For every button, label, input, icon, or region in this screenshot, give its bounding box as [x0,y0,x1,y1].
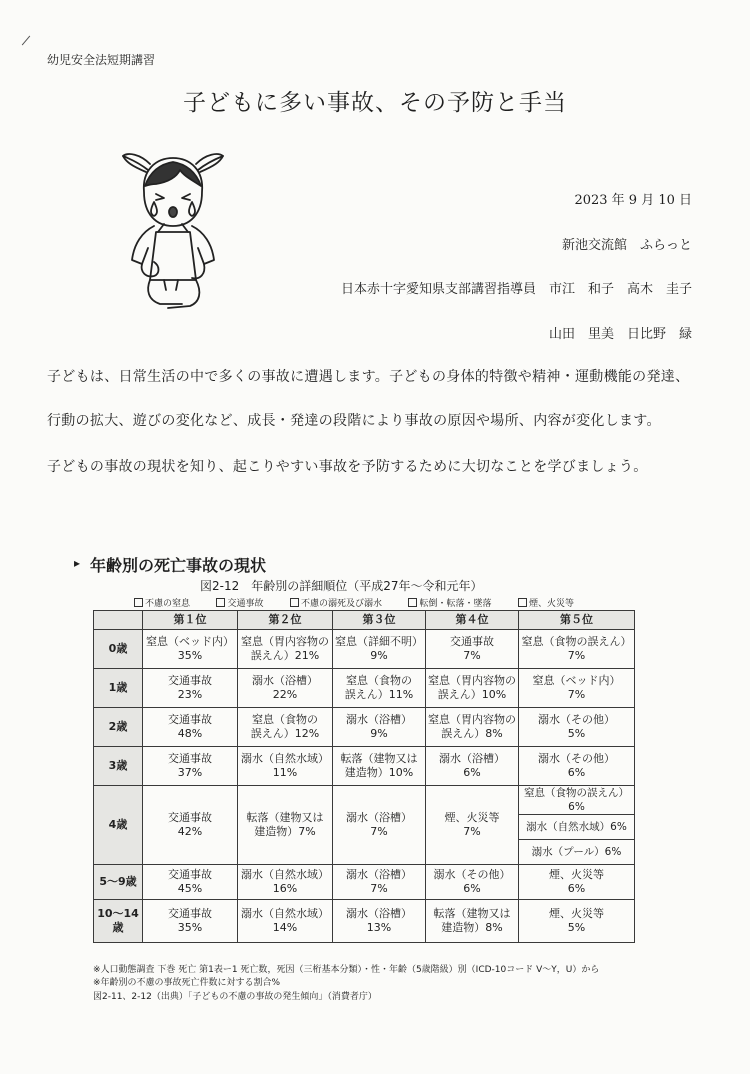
table-cell: 窒息（胃内容物の 誤えん）8% [426,708,519,747]
header-rank-5: 第５位 [519,611,635,630]
intro-line-2: 行動の拡大、遊びの変化など、成長・発達の段階により事故の原因や場所、内容が変化します。 [47,413,661,429]
event-date: 2023 年 9 月 10 日 [574,193,692,208]
table-cell: 転落（建物又は 建造物）10% [333,747,426,786]
instructors-line-1: 日本赤十字愛知県支部講習指導員 市江 和子 高木 圭子 [340,282,692,297]
table-cell: 溺水（その他） 6% [519,747,635,786]
table-cell: 窒息（ベッド内） 35% [143,630,238,669]
table-row [94,865,635,900]
header-rank-2: 第２位 [238,611,333,630]
table-cell: 溺水（浴槽） 7% [333,786,426,865]
course-label: 幼児安全法短期講習 [47,53,156,67]
table-note-2: ※年齢別の不慮の事故死亡件数に対する割合% [93,978,281,988]
table-cell: 窒息（ベッド内） 7% [519,669,635,708]
legend-item-traffic: 交通事故 [216,596,263,609]
table-subcell: 溺水（自然水域）6% [519,815,635,840]
table-cell: 窒息（食物の 誤えん）12% [238,708,333,747]
header-rank-1: 第１位 [143,611,238,630]
table-header-row [94,611,635,630]
table-cell: 交通事故 42% [143,786,238,865]
table-cell: 交通事故 45% [143,865,238,900]
accident-ranking-table [93,610,635,943]
bullet-mark: ▸ [74,556,81,570]
legend-item-fire: 煙、火災等 [518,596,574,609]
table-cell: 溺水（その他） 6% [426,865,519,900]
table-row [94,900,635,943]
age-label: 1歳 [94,669,143,708]
table-cell: 窒息（胃内容物の 誤えん）10% [426,669,519,708]
table-subcell: 溺水（プール）6% [519,840,635,865]
table-cell: 溺水（浴槽） 6% [426,747,519,786]
table-cell: 煙、火災等 5% [519,900,635,943]
table-cell: 交通事故 48% [143,708,238,747]
table-cell: 溺水（浴槽） 13% [333,900,426,943]
header-rank-3: 第３位 [333,611,426,630]
table-cell: 窒息（食物の誤えん） 7% [519,630,635,669]
table-cell: 溺水（浴槽） 22% [238,669,333,708]
table-cell: 溺水（自然水域） 11% [238,747,333,786]
table-row [94,708,635,747]
table-note-1: ※人口動態調査 下巻 死亡 第1表ー1 死亡数，死因（三桁基本分類）・性・年齢（5歳階級）別（ICD-10コード V～Y，U）から [93,965,600,975]
table-cell: 交通事故 37% [143,747,238,786]
table-cell: 転落（建物又は 建造物）8% [426,900,519,943]
age-label: 2歳 [94,708,143,747]
instructors-line-2: 山田 里美 日比野 緑 [548,327,692,342]
header-rank-4: 第４位 [426,611,519,630]
legend-item-drowning: 不慮の溺死及び溺水 [290,596,382,609]
table-cell: 煙、火災等 6% [519,865,635,900]
top-corner-mark [22,36,30,46]
age-label: 10～14 歳 [94,900,143,943]
legend-item-fall: 転倒・転落・墜落 [408,596,491,609]
age-label: 0歳 [94,630,143,669]
table-cell: 転落（建物又は 建造物）7% [238,786,333,865]
table-cell: 溺水（その他） 5% [519,708,635,747]
age-label: 3歳 [94,747,143,786]
source-note: 図2-11、2-12（出典）「子どもの不慮の事故の発生傾向」（消費者庁） [93,992,377,1002]
table-row [94,786,635,815]
page-title: 子どもに多い事故、その予防と手当 [183,90,567,116]
table-cell: 溺水（自然水域） 16% [238,865,333,900]
table-cell: 交通事故 23% [143,669,238,708]
table-cell: 溺水（浴槽） 9% [333,708,426,747]
age-label: 5～9歳 [94,865,143,900]
section-title: 年齢別の死亡事故の現状 [90,556,267,575]
crying-girl-illustration [120,140,225,310]
table-cell: 窒息（食物の 誤えん）11% [333,669,426,708]
intro-line-3: 子どもの事故の現状を知り、起こりやすい事故を予防するために大切なことを学びましょう。 [47,459,648,475]
table-cell: 交通事故 35% [143,900,238,943]
table-row [94,630,635,669]
figure-title: 図2-12 年齢別の詳細順位（平成27年～令和元年） [200,579,483,593]
header-corner [94,611,143,630]
legend [134,596,574,609]
table-cell: 煙、火災等 7% [426,786,519,865]
table-cell: 溺水（浴槽） 7% [333,865,426,900]
table-cell: 溺水（自然水域） 14% [238,900,333,943]
table-row [94,747,635,786]
intro-line-1: 子どもは、日常生活の中で多くの事故に遭遇します。子どもの身体的特徴や精神・運動機能の発達、 [47,369,690,385]
table-cell: 窒息（胃内容物の 誤えん）21% [238,630,333,669]
legend-item-suffocation: 不慮の窒息 [134,596,190,609]
table-subcell: 窒息（食物の誤えん）6% [519,786,635,815]
table-row [94,669,635,708]
table-cell: 交通事故 7% [426,630,519,669]
table-cell: 窒息（詳細不明） 9% [333,630,426,669]
event-venue: 新池交流館 ふらっと [561,238,692,253]
age-label: 4歳 [94,786,143,865]
